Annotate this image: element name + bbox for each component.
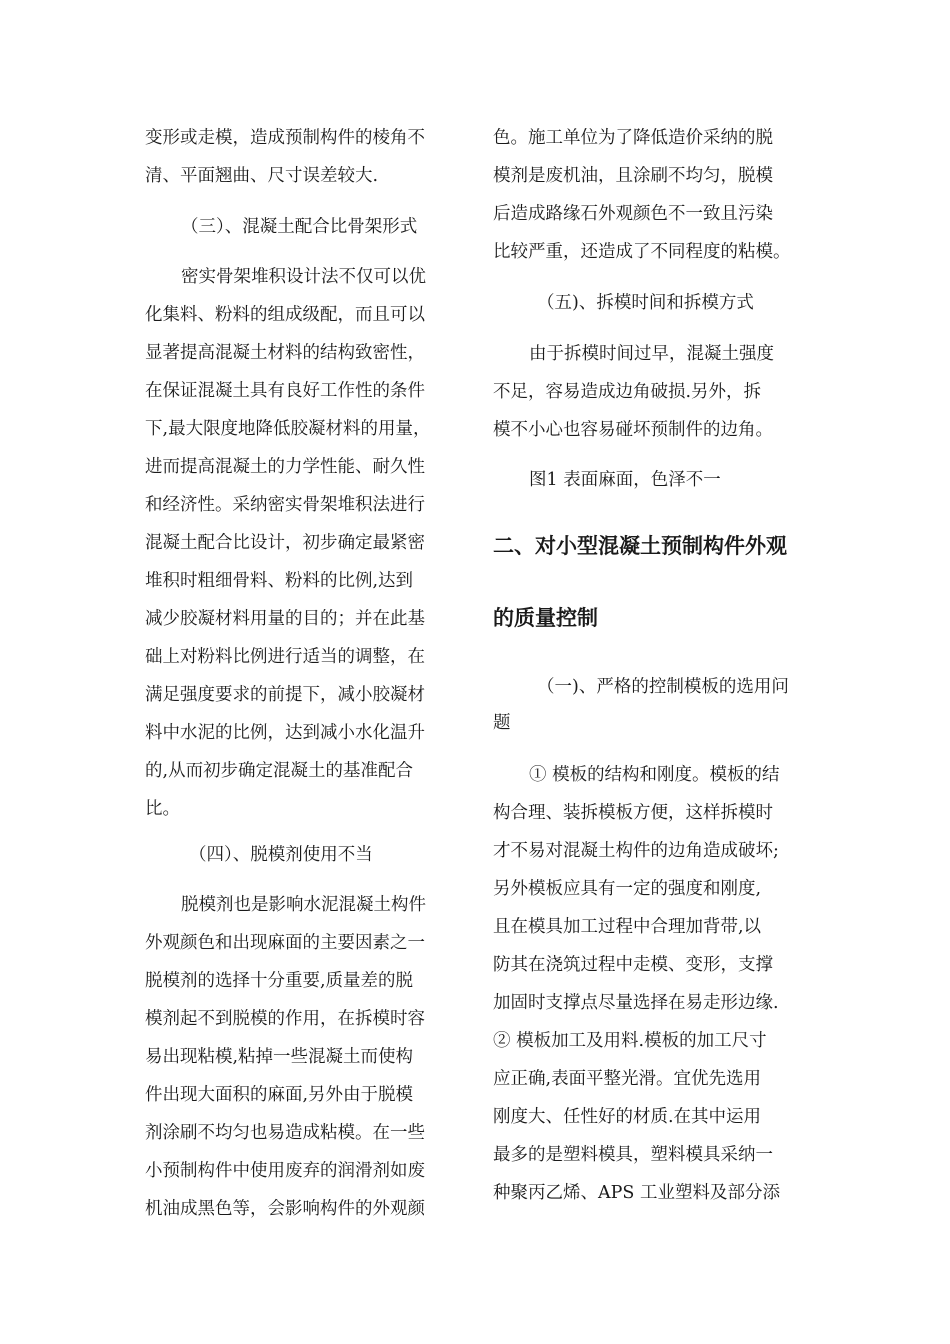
body-line: 最多的是塑料模具，塑料模具采纳一 <box>493 1145 773 1165</box>
body-line: 由于拆模时间过早，混凝土强度 <box>529 344 774 364</box>
body-line: ① 模板的结构和刚度。模板的结 <box>529 765 780 785</box>
body-line: 和经济性。采纳密实骨架堆积法进行 <box>145 495 425 515</box>
body-line: 显著提高混凝土材料的结构致密性， <box>145 343 425 363</box>
body-line: 构合理、装拆模板方便，这样拆模时 <box>493 803 773 823</box>
body-line: 密实骨架堆积设计法不仅可以优 <box>181 267 426 287</box>
body-line: 进而提高混凝土的力学性能、耐久性 <box>145 457 425 477</box>
section-heading-4: （四）、脱模剂使用不当 <box>189 845 373 865</box>
body-line: 件出现大面积的麻面,另外由于脱模 <box>145 1085 414 1105</box>
body-line: 比较严重，还造成了不同程度的粘模。 <box>493 242 791 262</box>
body-line: 在保证混凝土具有良好工作性的条件 <box>145 381 425 401</box>
body-line: 的,从而初步确定混凝土的基准配合 <box>145 761 414 781</box>
body-line: 脱模剂的选择十分重要,质量差的脱 <box>145 971 414 991</box>
body-line: 化集料、粉料的组成级配，而且可以 <box>145 305 425 325</box>
body-line: 模剂起不到脱模的作用，在拆模时容 <box>145 1009 425 1029</box>
body-line: 清、平面翘曲、尺寸误差较大. <box>145 166 379 186</box>
body-line: 种聚丙乙烯、APS 工业塑料及部分添 <box>493 1183 780 1203</box>
body-line: 料中水泥的比例，达到减小水化温升 <box>145 723 425 743</box>
body-line: 脱模剂也是影响水泥混凝土构件 <box>181 895 426 915</box>
body-line: 满足强度要求的前提下，减小胶凝材 <box>145 685 425 705</box>
body-line: 机油成黑色等，会影响构件的外观颜 <box>145 1199 425 1219</box>
body-line: 不足，容易造成边角破损.另外，拆 <box>493 382 762 402</box>
body-line: 才不易对混凝土构件的边角造成破坏; <box>493 841 779 861</box>
body-line: 小预制构件中使用废弃的润滑剂如废 <box>145 1161 425 1181</box>
chapter-heading-line-2: 的质量控制 <box>493 606 598 630</box>
body-line: 堆积时粗细骨料、粉料的比例,达到 <box>145 571 414 591</box>
section-heading-3: （三）、混凝土配合比骨架形式 <box>181 217 418 237</box>
body-line: 比。 <box>145 799 180 819</box>
body-line: 下,最大限度地降低胶凝材料的用量， <box>145 419 431 439</box>
body-line: 防其在浇筑过程中走模、变形，支撑 <box>493 955 773 975</box>
body-line: 另外模板应具有一定的强度和刚度, <box>493 879 762 899</box>
chapter-heading-line-1: 二、对小型混凝土预制构件外观 <box>493 534 787 558</box>
body-line: 刚度大、任性好的材质.在其中运用 <box>493 1107 762 1127</box>
body-line: 外观颜色和出现麻面的主要因素之一 <box>145 933 425 953</box>
section-heading-5: （五)、拆模时间和拆模方式 <box>537 293 754 313</box>
body-line: 后造成路缘石外观颜色不一致且污染 <box>493 204 773 224</box>
body-line: 变形或走模，造成预制构件的棱角不 <box>145 128 425 148</box>
body-line: 且在模具加工过程中合理加背带,以 <box>493 917 762 937</box>
body-line: 易出现粘模,粘掉一些混凝土而使构 <box>145 1047 414 1067</box>
body-line: 础上对粉料比例进行适当的调整，在 <box>145 647 425 667</box>
body-line: 加固时支撑点尽量选择在易走形边缘. <box>493 993 779 1013</box>
body-line: 应正确,表面平整光滑。宜优先选用 <box>493 1069 762 1089</box>
section-heading-1-cont: 题 <box>493 713 511 733</box>
body-line: 色。施工单位为了降低造价采纳的脱 <box>493 128 773 148</box>
body-line: 减少胶凝材料用量的目的；并在此基 <box>145 609 425 629</box>
body-line: 模剂是废机油，且涂刷不均匀，脱模 <box>493 166 773 186</box>
body-line: ② 模板加工及用料.模板的加工尺寸 <box>493 1031 767 1051</box>
body-line: 剂涂刷不均匀也易造成粘模。在一些 <box>145 1123 425 1143</box>
figure-caption: 图1 表面麻面，色泽不一 <box>529 470 721 490</box>
section-heading-1: （一)、严格的控制模板的选用问 <box>537 677 789 697</box>
body-line: 混凝土配合比设计，初步确定最紧密 <box>145 533 425 553</box>
body-line: 模不小心也容易碰坏预制件的边角。 <box>493 420 773 440</box>
